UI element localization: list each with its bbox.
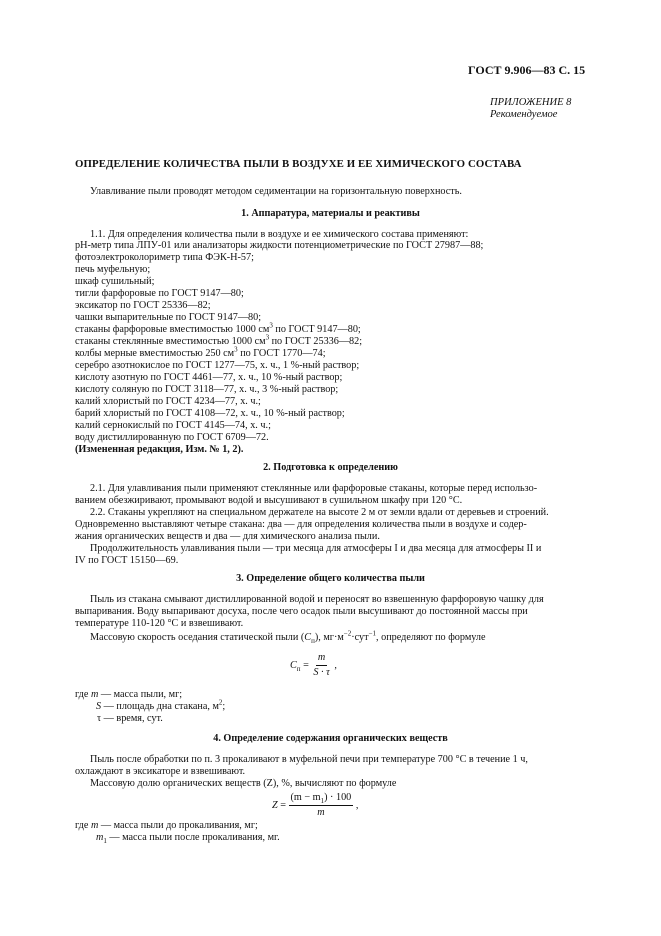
list-item: рН-метр типа ЛПУ-01 или анализаторы жидкости потенциометрические по ГОСТ 27987—88; — [75, 240, 484, 251]
list-item: стаканы фарфоровые вместимостью 1000 $см^3$ по ГОСТ 9147—80; — [75, 321, 361, 335]
list-item: шкаф сушильный; — [75, 276, 155, 287]
rate-sentence: Массовую скорость оседания статической пыли $(С_п)$, $мг\cdot м^{-2}\cdot сут^{-1}$, определяют по формуле — [90, 629, 486, 646]
formula-dust-rate: $С_п$ = $\frac{m}{S \cdot \tau}$ , — [290, 652, 337, 678]
page-header: ГОСТ 9.906—83 С. 15 — [468, 63, 586, 77]
list-item: калий хлористый по ГОСТ 4234—77, х. ч.; — [75, 396, 261, 407]
where-line: где m — масса пыли, мг; — [75, 689, 183, 700]
paragraph-line: Пыль из стакана смывают дистиллированной водой и переносят во взвешенную фарфоровую чашку для — [90, 594, 544, 605]
paragraph-line: выпаривания. Воду выпаривают досуха, после чего осадок пыли высушивают до постоянной массы при — [75, 606, 528, 617]
where-line: τ — время, сут. — [97, 713, 163, 724]
paragraph-line: охлаждают в эксикаторе и взвешивают. — [75, 766, 246, 777]
list-item: серебро азотнокислое по ГОСТ 1277—75, х. ч., 1 %-ный раствор; — [75, 360, 360, 371]
paragraph-line: Одновременно выставляют четыре стакана: два — для определения количества пыли в воздухе и содер- — [75, 519, 527, 530]
document-title: ОПРЕДЕЛЕНИЕ КОЛИЧЕСТВА ПЫЛИ В ВОЗДУХЕ И ЕЕ ХИМИЧЕСКОГО СОСТАВА — [75, 158, 522, 170]
list-item: тигли фарфоровые по ГОСТ 9147—80; — [75, 288, 244, 299]
list-item: кислоту соляную по ГОСТ 3118—77, х. ч., 3 %-ный раствор; — [75, 384, 339, 395]
section-1-lead: 1.1. Для определения количества пыли в воздухе и ее химического состава применяют: — [90, 229, 469, 240]
recommended-label: Рекомендуемое — [490, 109, 558, 120]
where-line: $m_1$ — масса пыли после прокаливания, мг. — [96, 832, 280, 846]
paragraph-line: 2.2. Стаканы укрепляют на специальном держателе на высоте 2 м от земли вдали от деревьев и строений. — [90, 507, 549, 518]
paragraph-line: Пыль после обработки по п. 3 прокаливают в муфельной печи при температуре 700 °С в течение 1 ч, — [90, 754, 528, 765]
list-item: колбы мерные вместимостью 250 $см^3$ по ГОСТ 1770—74; — [75, 345, 326, 359]
paragraph-line: ванием обезжиривают, промывают водой и высушивают в сушильном шкафу при 120 °С. — [75, 495, 463, 506]
paragraph-line: Продолжительность улавливания пыли — три месяца для атмосферы I и два месяца для атмосферы II и — [90, 543, 542, 554]
paragraph-line: IV по ГОСТ 15150—69. — [75, 555, 179, 566]
paragraph-line: Массовую долю органических веществ (Z), %, вычисляют по формуле — [90, 778, 397, 789]
section-3-title: 3. Определение общего количества пыли — [236, 573, 425, 584]
list-item: фотоэлектроколориметр типа ФЭК-Н-57; — [75, 252, 254, 263]
where-line: где m — масса пыли до прокаливания, мг; — [75, 820, 258, 831]
paragraph-line: жания органических веществ и два — для химического анализа пыли. — [75, 531, 380, 542]
paragraph-line: температуре 110-120 °С и взвешивают. — [75, 618, 244, 629]
list-item: воду дистиллированную по ГОСТ 6709—72. — [75, 432, 269, 443]
intro-paragraph: Улавливание пыли проводят методом седиментации на горизонтальную поверхность. — [90, 186, 462, 197]
list-item: калий сернокислый по ГОСТ 4145—74, х. ч.; — [75, 420, 271, 431]
appendix-label: ПРИЛОЖЕНИЕ 8 — [490, 97, 572, 108]
section-1-title: 1. Аппаратура, материалы и реактивы — [241, 208, 420, 219]
where-line: S — площадь дна стакана, $м^2$; — [96, 698, 226, 712]
list-item: эксикатор по ГОСТ 25336—82; — [75, 300, 211, 311]
section-2-title: 2. Подготовка к определению — [263, 462, 398, 473]
list-item: чашки выпарительные по ГОСТ 9147—80; — [75, 312, 262, 323]
list-item: барий хлористый по ГОСТ 4108—72, х. ч., 10 %-ный раствор; — [75, 408, 345, 419]
list-item: стаканы стеклянные вместимостью 1000 $см^3$ по ГОСТ 25336—82; — [75, 333, 363, 347]
list-item: кислоту азотную по ГОСТ 4461—77, х. ч., 10 %-ный раствор; — [75, 372, 343, 383]
list-item: печь муфельную; — [75, 264, 151, 275]
paragraph-line: 2.1. Для улавливания пыли применяют стеклянные или фарфоровые стаканы, которые перед использо- — [90, 483, 538, 494]
section-4-title: 4. Определение содержания органических веществ — [213, 733, 448, 744]
formula-organic-content: Z = $\frac{(m - m_1) \cdot 100}{m}$ , — [272, 792, 359, 818]
revision-note: (Измененная редакция, Изм. № 1, 2). — [75, 444, 244, 455]
